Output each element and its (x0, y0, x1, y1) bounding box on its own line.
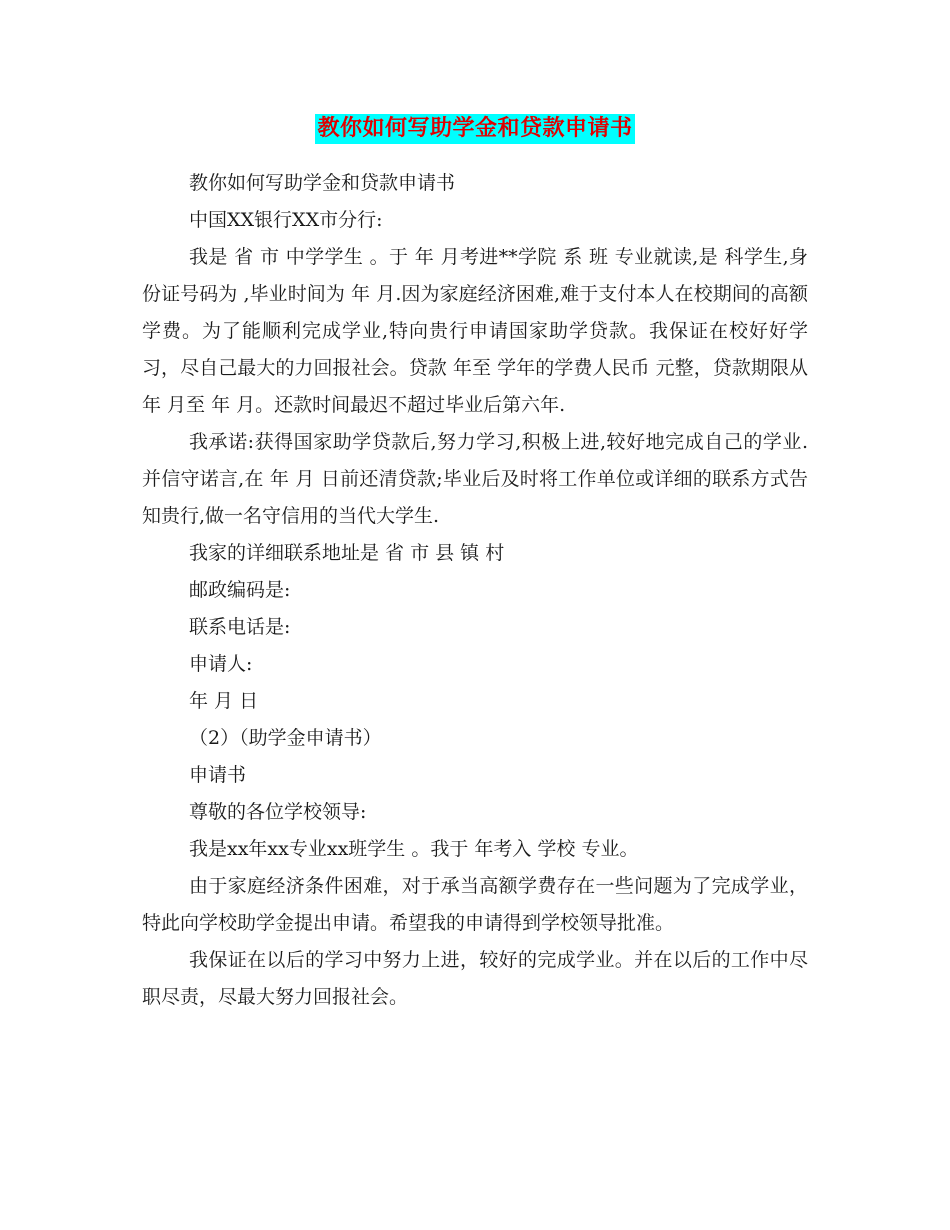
paragraph-commitment: 我承诺:获得国家助学贷款后,努力学习,积极上进,较好地完成自己的学业.并信守诺言,在 年 月 日前还清贷款;毕业后及时将工作单位或详细的联系方式告知贵行,做一名守信用的当代大学生. (142, 431, 808, 527)
paragraph-self-intro: 我是xx年xx专业xx班学生 。我于 年考入 学校 专业。 (189, 838, 639, 860)
paragraph-phone: 联系电话是: (189, 616, 291, 638)
paragraph-reason: 由于家庭经济条件困难，对于承当高额学费存在一些问题为了完成学业，特此向学校助学金提出申请。希望我的申请得到学校领导批准。 (142, 875, 808, 934)
title-container (0, 114, 950, 144)
paragraph-heading-repeat: 教你如何写助学金和贷款申请书 (189, 172, 456, 194)
paragraph-section-two: （2）（助学金申请书） (189, 727, 382, 749)
document-title: 教你如何写助学金和贷款申请书 (315, 114, 634, 144)
paragraph-salutation: 尊敬的各位学校领导: (189, 801, 367, 823)
paragraph-home-address: 我家的详细联系地址是 省 市 县 镇 村 (189, 542, 505, 564)
paragraph-letter-title: 申请书 (189, 764, 247, 786)
paragraph-recipient: 中国XX银行XX市分行: (189, 209, 383, 231)
paragraph-promise: 我保证在以后的学习中努力上进，较好的完成学业。并在以后的工作中尽职尽责，尽最大努力回报社会。 (142, 949, 808, 1008)
paragraph-applicant: 申请人: (189, 653, 253, 675)
paragraph-introduction: 我是 省 市 中学学生 。于 年 月考进**学院 系 班 专业就读,是 科学生,身份证号码为 ,毕业时间为 年 月.因为家庭经济困难,难于支付本人在校期间的高额学费。为了能顺利完成学业,特向贵行申请国家助学贷款。我保证在校好好学习，尽自己最大的力回报社会。贷款 年至 学年的学费人民币 元整，贷款期限从 年 月至 年 月。还款时间最迟不超过毕业后第六年. (142, 246, 808, 416)
document-body (142, 165, 808, 1016)
paragraph-postal-code: 邮政编码是: (189, 579, 291, 601)
paragraph-date: 年 月 日 (189, 690, 259, 712)
